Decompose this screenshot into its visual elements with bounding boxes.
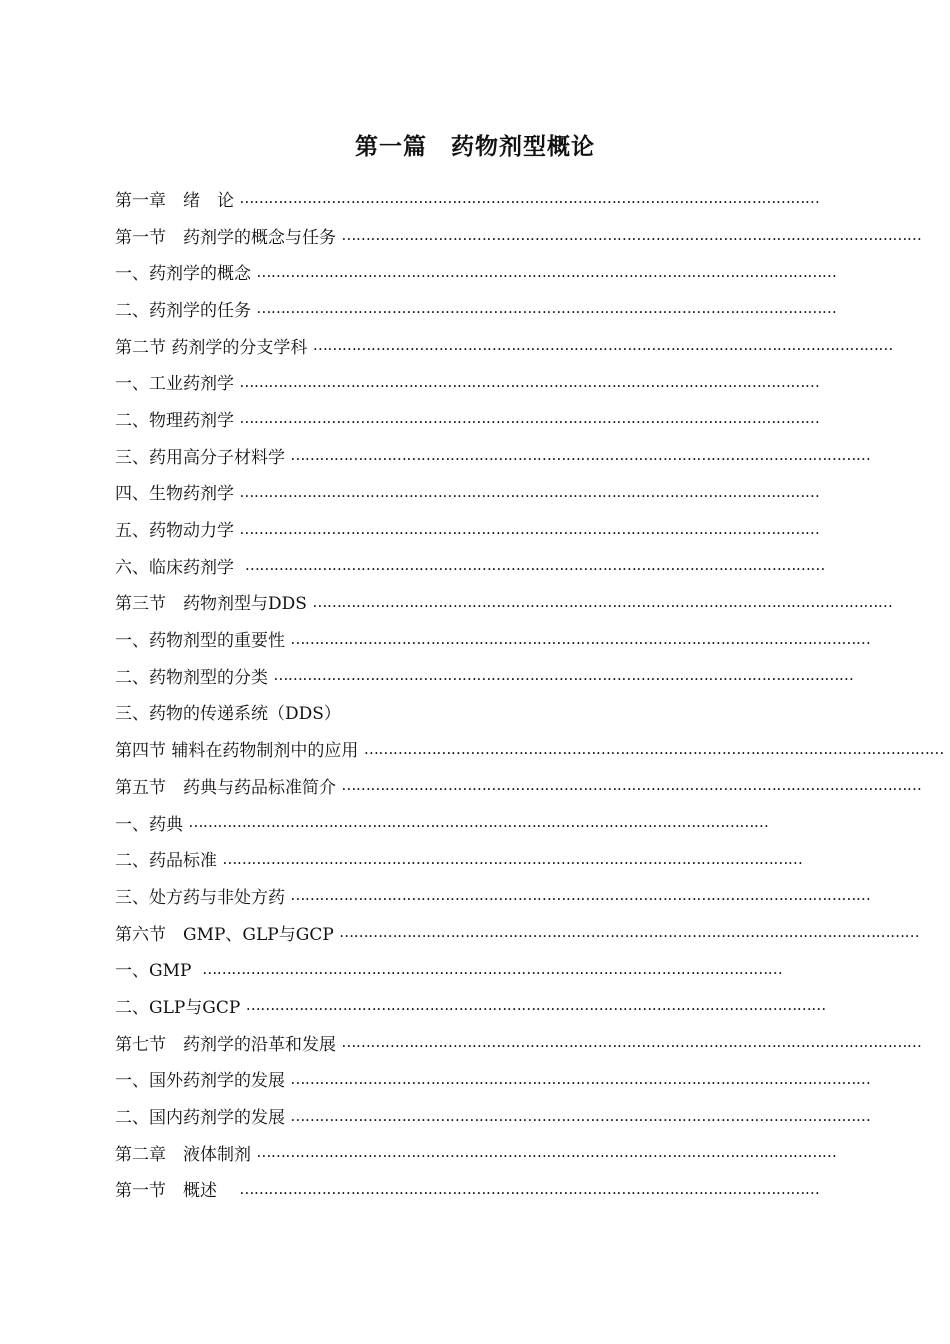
toc-entry-label: 四、生物药剂学 [115,484,240,505]
toc-leader-dots: ………………………………………………………………………………………………………… [244,556,825,575]
toc-leader-dots: ………………………………………………………………………………………………………… [239,519,820,538]
toc-entry[interactable] [115,1097,871,1134]
toc-entry[interactable] [115,987,826,1024]
toc-entry[interactable] [115,730,944,767]
toc-entry[interactable] [115,694,722,731]
toc-entry[interactable] [115,584,893,621]
table-of-contents [115,180,944,1207]
toc-entry-label: 一、药典 [115,814,189,835]
toc-leader-dots: ………………………………………………………………………………………………………… [363,739,944,758]
toc-leader-dots: ………………………………………………………………………………………………………… [273,666,854,685]
toc-entry[interactable] [115,620,871,657]
toc-entry[interactable] [115,290,837,327]
toc-entry[interactable] [115,1134,837,1171]
toc-leader-dots: ………………………………………………………………………………………………………… [290,886,871,905]
toc-entry-label: 第二章 液体制剂 [115,1144,257,1165]
toc-entry-label: 第五节 药典与药品标准简介 [115,777,342,798]
toc-entry[interactable] [115,217,922,254]
toc-entry-label: 第七节 药剂学的沿革和发展 [115,1034,342,1055]
toc-entry-label: 一、GMP [115,961,203,982]
toc-leader-dots: ………………………………………………………………………………………………………… [245,996,826,1015]
toc-entry[interactable] [115,1171,820,1208]
toc-entry-label: 二、药剂学的任务 [115,300,257,321]
toc-leader-dots: ………………………………………………………………………………………………………… [188,813,769,832]
toc-entry[interactable] [115,400,820,437]
toc-leader-dots: ………………………………………………………………………………………………………… [341,776,922,795]
toc-leader-dots: ………………………………………………………………………………………………………… [339,923,920,942]
toc-entry-label: 一、工业药剂学 [115,374,240,395]
toc-entry-label: 第一节 药剂学的概念与任务 [115,227,342,248]
toc-leader-dots: ………………………………………………………………………………………………………… [256,262,837,281]
toc-entry-label: 六、临床药剂学 [115,557,245,578]
toc-leader-dots: ………………………………………………………………………………………………………… [239,189,820,208]
toc-entry[interactable] [115,950,783,987]
toc-leader-dots: ………………………………………………………………………………………………………… [222,849,803,868]
toc-leader-dots: ………………………………………………………………………………………………………… [239,409,820,428]
toc-entry-label: 二、药品标准 [115,851,223,872]
toc-entry-label: 第一节 概述 [115,1181,240,1202]
toc-entry-label: 一、药剂学的概念 [115,264,257,285]
toc-entry[interactable] [115,914,920,951]
toc-entry[interactable] [115,1024,922,1061]
toc-leader-dots: ………………………………………………………………………………………………………… [312,592,893,611]
toc-entry[interactable] [115,437,871,474]
toc-entry-label: 三、药物的传递系统（DDS） [115,704,341,725]
toc-leader-dots: ………………………………………………………………………………………………………… [256,299,837,318]
toc-entry-label: 第三节 药物剂型与DDS [115,594,313,615]
toc-entry[interactable] [115,180,820,217]
toc-entry-label: 一、国外药剂学的发展 [115,1071,291,1092]
toc-leader-dots: ………………………………………………………………………………………………………… [239,1179,820,1198]
toc-entry-label: 第二节 药剂学的分支学科 [115,337,313,358]
toc-leader-dots: ………………………………………………………………………………………………………… [290,1069,871,1088]
toc-entry-label: 第六节 GMP、GLP与GCP [115,924,340,945]
toc-entry[interactable] [115,547,825,584]
toc-entry[interactable] [115,877,871,914]
toc-entry[interactable] [115,363,820,400]
toc-leader-dots: ………………………………………………………………………………………………………… [290,629,871,648]
page-title: 第一篇 药物剂型概论 [355,133,595,160]
toc-entry[interactable] [115,1061,871,1098]
toc-leader-dots: ………………………………………………………………………………………………………… [312,336,893,355]
toc-entry-label: 二、物理药剂学 [115,410,240,431]
toc-leader-dots: ………………………………………………………………………………………………………… [202,959,783,978]
toc-entry-label: 五、药物动力学 [115,521,240,542]
toc-entry-label: 一、药物剂型的重要性 [115,631,291,652]
toc-entry[interactable] [115,327,893,364]
toc-entry[interactable] [115,840,803,877]
toc-entry-label: 二、国内药剂学的发展 [115,1108,291,1129]
toc-entry[interactable] [115,804,769,841]
toc-entry[interactable] [115,767,922,804]
toc-entry-label: 三、药用高分子材料学 [115,447,291,468]
toc-leader-dots: ………………………………………………………………………………………………………… [290,1106,871,1125]
toc-leader-dots: ………………………………………………………………………………………………………… [290,446,871,465]
toc-leader-dots: ………………………………………………………………………………………………………… [239,482,820,501]
toc-entry-label: 三、处方药与非处方药 [115,887,291,908]
toc-entry[interactable] [115,657,854,694]
toc-entry-label: 第四节 辅料在药物制剂中的应用 [115,741,364,762]
toc-entry[interactable] [115,510,820,547]
toc-leader-dots: ………………………………………………………………………………………………………… [256,1143,837,1162]
toc-entry-label: 二、药物剂型的分类 [115,667,274,688]
toc-leader-dots: ………………………………………………………………………………………………………… [341,226,922,245]
toc-entry[interactable] [115,253,837,290]
toc-entry-label: 第一章 绪 论 [115,190,240,211]
toc-leader-dots: ………………………………………………………………………………………………………… [239,372,820,391]
toc-entry-label: 二、GLP与GCP [115,997,246,1018]
toc-leader-dots: ………………………………………………………………………………………………………… [341,1033,922,1052]
toc-entry[interactable] [115,474,820,511]
